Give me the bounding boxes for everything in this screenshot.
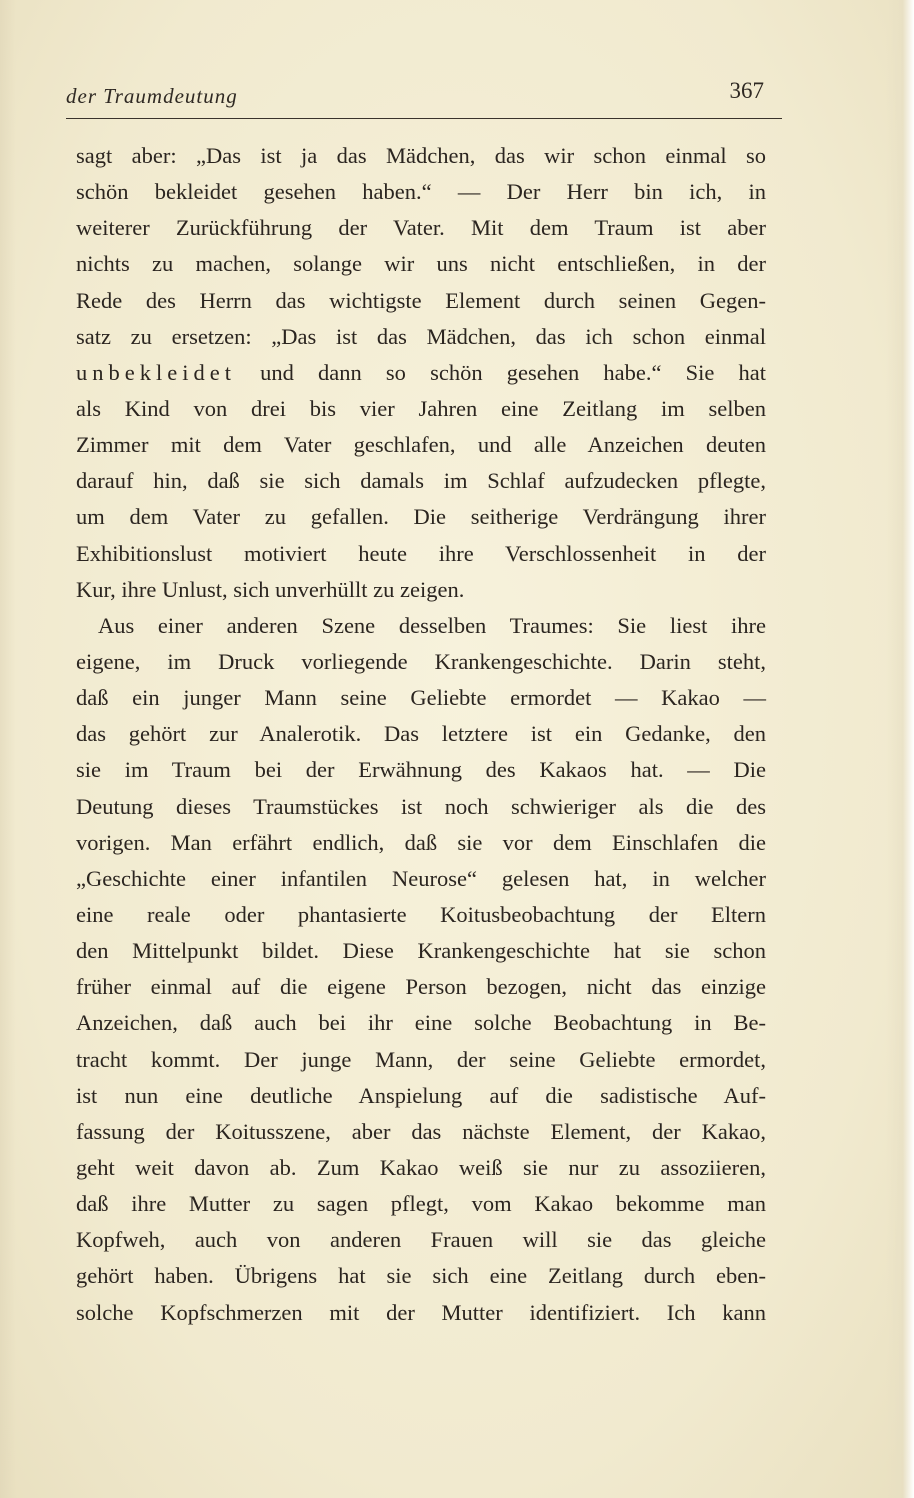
page-edge-shadow-left (0, 0, 16, 1498)
page-header (66, 78, 782, 119)
text-line: früher einmal auf die eigene Person bezogen, nicht das einzige (76, 974, 766, 1000)
text-line: tracht kommt. Der junge Mann, der seine Geliebte ermordet, (76, 1046, 766, 1072)
page-number: 367 (729, 78, 764, 103)
text-line: schön bekleidet gesehen haben.“ — Der Herr bin ich, in (76, 179, 766, 205)
text-line: ist nun eine deutliche Anspielung auf die sadistische Auf- (76, 1082, 766, 1108)
text-line: Rede des Herrn das wichtigste Element durch seinen Gegen- (76, 287, 766, 313)
text-line: als Kind von drei bis vier Jahren eine Zeitlang im selben (76, 395, 766, 421)
text-line: Deutung dieses Traumstückes ist noch schwieriger als die des (76, 793, 766, 819)
emphasized-word: unbekleidet (76, 359, 236, 385)
text-line: satz zu ersetzen: „Das ist das Mädchen, das ich schon einmal (76, 323, 766, 349)
text-line: fassung der Koitusszene, aber das nächste Element, der Kakao, (76, 1118, 766, 1144)
text-line: Anzeichen, daß auch bei ihr eine solche Beobachtung in Be- (76, 1010, 766, 1036)
text-line: Aus einer anderen Szene desselben Traumes: Sie liest ihre (98, 612, 766, 638)
text-line: darauf hin, daß sie sich damals im Schlaf aufzudecken pflegte, (76, 468, 766, 494)
text-line: eigene, im Druck vorliegende Krankengeschichte. Darin steht, (76, 648, 766, 674)
text-line: sagt aber: „Das ist ja das Mädchen, das wir schon einmal so (76, 143, 766, 168)
body-text (76, 138, 766, 1331)
text-line: Kopfweh, auch von anderen Frauen will sie das gleiche (76, 1227, 766, 1253)
text-line: gehört haben. Übrigens hat sie sich eine Zeitlang durch eben- (76, 1263, 766, 1289)
text-line: Kur, ihre Unlust, sich unverhüllt zu zeigen. (76, 576, 465, 602)
text-line: eine reale oder phantasierte Koitusbeobachtung der Eltern (76, 901, 766, 927)
running-title: der Traumdeutung (66, 84, 238, 108)
text-line-with-emphasis (76, 355, 766, 391)
text-line: nichts zu machen, solange wir uns nicht entschließen, in der (76, 251, 766, 277)
text-line: sie im Traum bei der Erwähnung des Kakaos hat. — Die (76, 757, 766, 783)
text-line: Exhibitionslust motiviert heute ihre Verschlossenheit in der (76, 540, 766, 566)
text-line: solche Kopfschmerzen mit der Mutter identifiziert. Ich kann (76, 1299, 766, 1325)
text-line: weiterer Zurückführung der Vater. Mit dem Traum ist aber (76, 215, 766, 241)
page-edge-shadow-right (886, 0, 914, 1498)
text-line: „Geschichte einer infantilen Neurose“ gelesen hat, in welcher (76, 865, 766, 891)
text-line: vorigen. Man erfährt endlich, daß sie vor dem Einschlafen die (76, 829, 766, 855)
text-line: Zimmer mit dem Vater geschlafen, und alle Anzeichen deuten (76, 432, 766, 458)
text-line: daß ein junger Mann seine Geliebte ermordet — Kakao — (76, 685, 766, 711)
text-line: das gehört zur Analerotik. Das letztere ist ein Gedanke, den (76, 721, 766, 747)
text-line: um dem Vater zu gefallen. Die seitherige Verdrängung ihrer (76, 504, 766, 530)
text-line: daß ihre Mutter zu sagen pflegt, vom Kakao bekomme man (76, 1191, 766, 1217)
text-line: den Mittelpunkt bildet. Diese Krankengeschichte hat sie schon (76, 938, 766, 964)
text-line-remainder: und dann so schön gesehen habe.“ Sie hat (260, 359, 766, 385)
text-line: geht weit davon ab. Zum Kakao weiß sie nur zu assoziieren, (76, 1154, 766, 1180)
